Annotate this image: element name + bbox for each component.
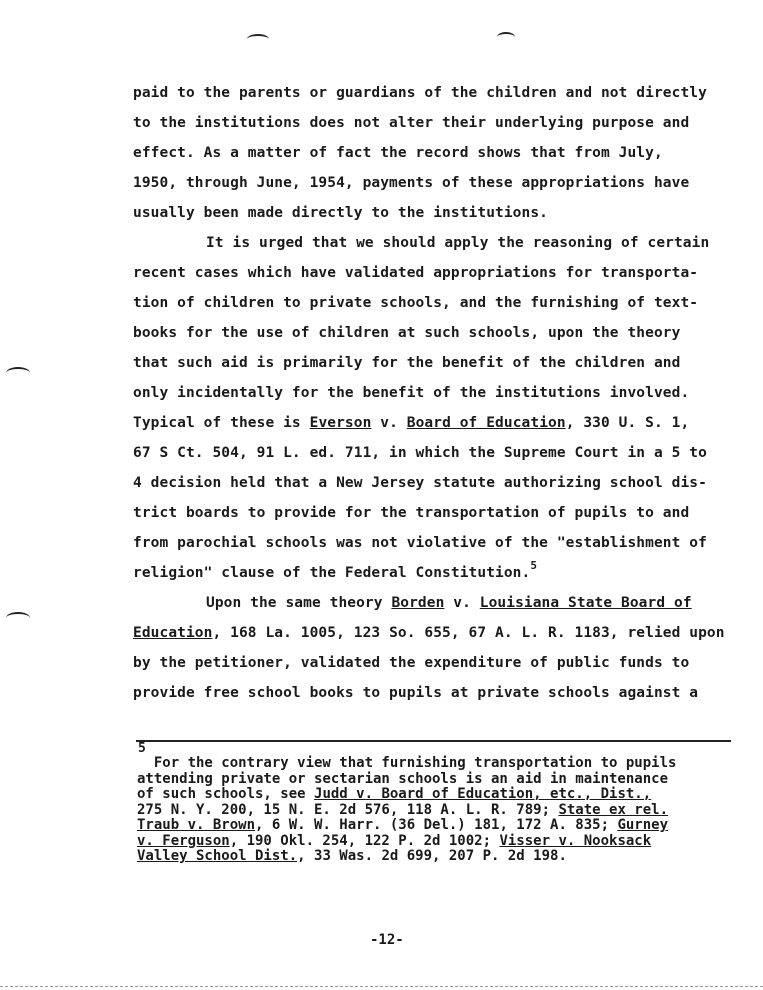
page-number: -12-: [370, 932, 404, 948]
body-line: 67 S Ct. 504, 91 L. ed. 711, in which the Supreme Court in a 5 to: [133, 445, 707, 461]
body-line: by the petitioner, validated the expenditure of public funds to: [133, 655, 690, 671]
text-segment: , 168 La. 1005, 123 So. 655, 67 A. L. R. 1183, relied upon: [212, 625, 725, 641]
case-name-valley-school: Valley School Dist.: [137, 848, 298, 864]
body-line-citation-everson: [133, 408, 733, 438]
footnote: [137, 756, 737, 865]
footnote-line: [137, 787, 737, 803]
footnote-line: [137, 818, 737, 834]
body-line: It is urged that we should apply the reasoning of certain: [206, 235, 710, 251]
text-segment: , 6 W. W. Harr. (36 Del.) 181, 172 A. 835;: [255, 817, 618, 833]
margin-mark-upper: [6, 367, 30, 379]
body-line-with-footnote-ref: [133, 558, 733, 588]
body-line: from parochial schools was not violative of the "establishment of: [133, 535, 707, 551]
body-line: 1950, through June, 1954, payments of these appropriations have: [133, 175, 690, 191]
footnote-number: 5: [138, 741, 146, 756]
text-segment: , 330 U. S. 1,: [565, 415, 690, 431]
text-segment: , 33 Was. 2d 699, 207 P. 2d 198.: [297, 848, 567, 864]
footnote-line: [137, 834, 737, 850]
text-segment: religion" clause of the Federal Constitution.: [133, 565, 531, 581]
text-segment: v.: [371, 415, 407, 431]
footnote-line: [137, 849, 737, 865]
footnote-line: attending private or sectarian schools is an aid in maintenance: [137, 770, 669, 787]
margin-mark-lower: [6, 612, 30, 624]
case-name-judd: Judd v. Board of Education, etc., Dist.,: [314, 786, 652, 802]
body-text: [133, 78, 733, 708]
body-line: 4 decision held that a New Jersey statute authorizing school dis-: [133, 475, 707, 491]
body-line: usually been made directly to the institutions.: [133, 205, 548, 221]
body-line: tion of children to private schools, and the furnishing of text-: [133, 295, 699, 311]
body-line: only incidentally for the benefit of the institutions involved.: [133, 385, 690, 401]
case-name-traub: Traub v. Brown: [137, 817, 256, 833]
footnote-reference: 5: [530, 559, 538, 572]
body-line: trict boards to provide for the transportation of pupils to and: [133, 505, 690, 521]
text-segment: Typical of these is: [133, 415, 310, 431]
body-line-citation-education: [133, 618, 733, 648]
footnote-divider: [136, 740, 731, 742]
text-segment: v.: [444, 595, 480, 611]
top-mark-left: [247, 34, 269, 44]
body-line: recent cases which have validated appropriations for transporta-: [133, 265, 699, 281]
text-segment: 275 N. Y. 200, 15 N. E. 2d 576, 118 A. L. R. 789;: [137, 801, 559, 818]
text-segment: , 190 Okl. 254, 122 P. 2d 1002;: [229, 832, 500, 849]
case-name-visser: Visser v. Nooksack: [499, 832, 652, 849]
case-name-state-ex-rel: State ex rel.: [558, 801, 669, 818]
case-name-louisiana-state-board: Louisiana State Board of: [479, 595, 692, 611]
top-mark-right: [497, 32, 515, 42]
case-name-gurney: Gurney: [617, 817, 669, 833]
case-name-borden: Borden: [391, 595, 445, 611]
body-line-citation-borden: [133, 588, 733, 618]
body-line: paid to the parents or guardians of the children and not directly: [133, 85, 707, 101]
body-line: to the institutions does not alter their underlying purpose and: [133, 115, 690, 131]
body-line: provide free school books to pupils at private schools against a: [133, 685, 699, 701]
bottom-edge-line: [0, 986, 763, 987]
footnote-line: [137, 803, 737, 819]
case-name-everson: Everson: [309, 415, 372, 431]
text-segment: of such schools, see: [137, 786, 315, 802]
body-line: effect. As a matter of fact the record shows that from July,: [133, 145, 663, 161]
case-name-board-of-education: Board of Education: [406, 415, 566, 431]
footnote-line: For the contrary view that furnishing transportation to pupils: [137, 755, 677, 771]
body-line: books for the use of children at such schools, upon the theory: [133, 325, 681, 341]
case-name-education: Education: [133, 625, 213, 641]
text-segment: Upon the same theory: [206, 595, 392, 611]
case-name-ferguson: v. Ferguson: [137, 832, 230, 849]
body-line: that such aid is primarily for the benefit of the children and: [133, 355, 681, 371]
